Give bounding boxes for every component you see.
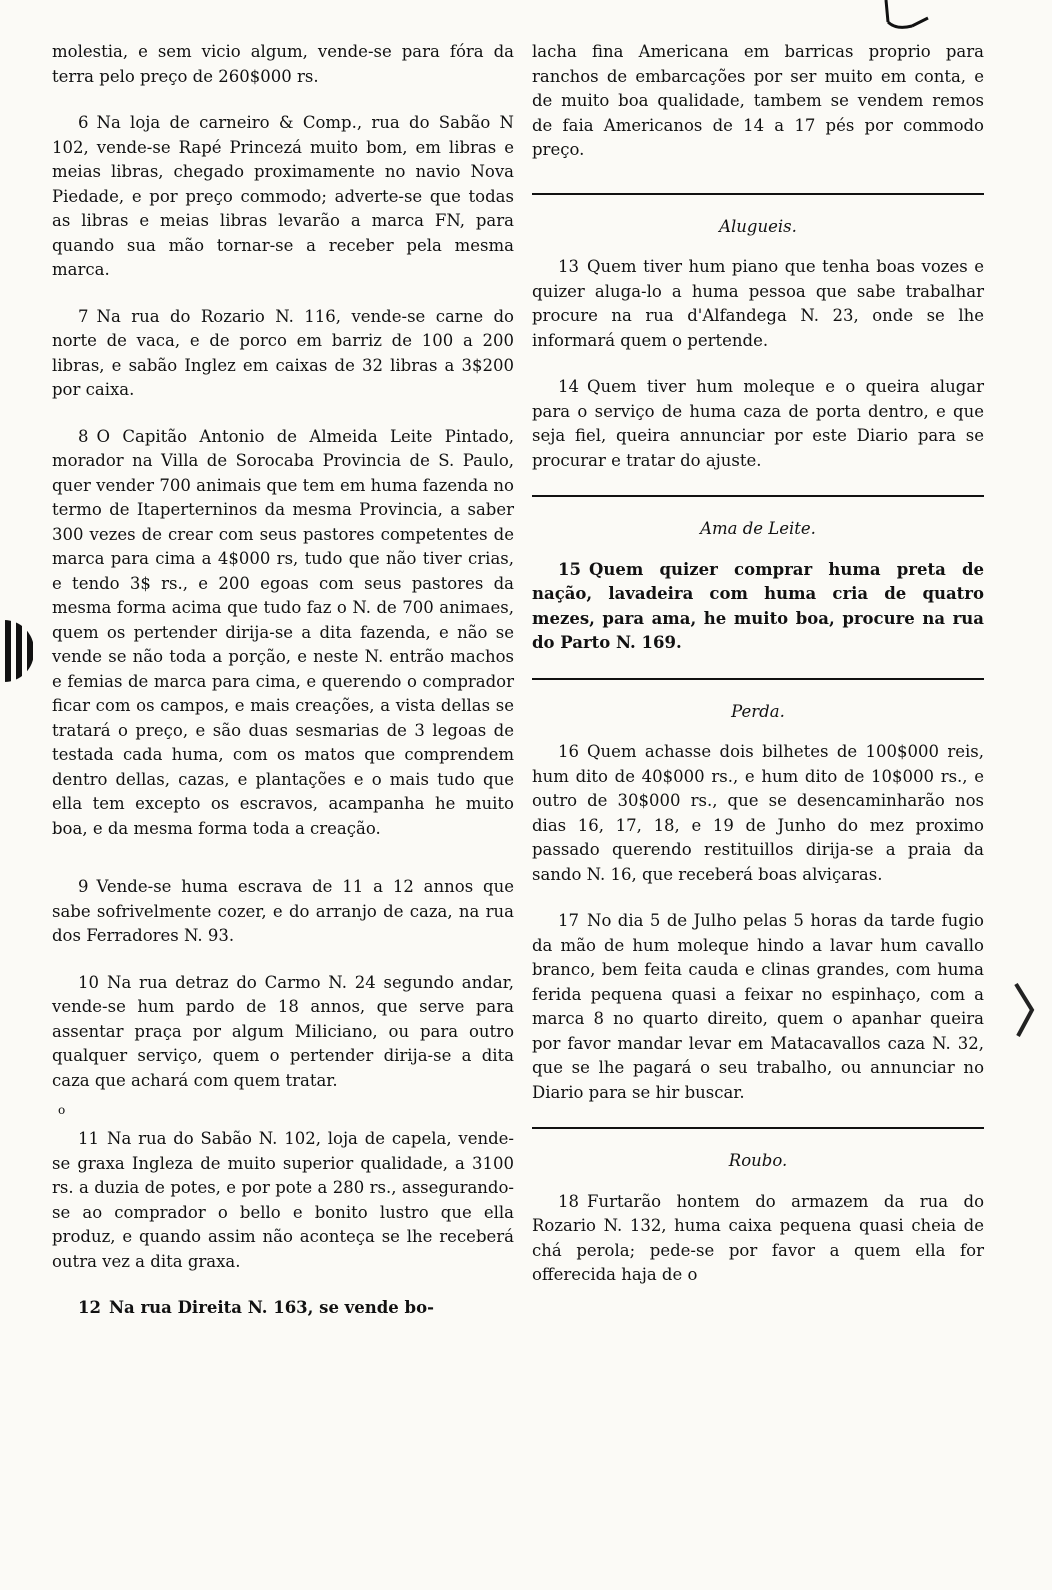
ad-text: Quem achasse dois bilhetes de 100$000 reis, hum dito de 40$000 rs., e hum dito de 10$000 rs., e outro de 30$000 rs., que se desencaminharão nos dias 16, 17, 18, e 19 de Junho do mez proximo passado querendo restituillos dirija-se a praia da sando N. 16, que receberá boas alviçaras. <box>532 742 984 884</box>
ad-number: 16 <box>558 742 579 761</box>
ad-8 <box>52 425 514 842</box>
ad-number: 11 <box>78 1129 99 1148</box>
binding-blot <box>0 620 34 682</box>
ad-number: 8 <box>78 426 89 446</box>
ad-number: 15 <box>558 559 581 579</box>
left-column <box>52 40 514 1335</box>
ad-number: 17 <box>558 911 579 930</box>
ad-text: Na rua detraz do Carmo N. 24 segundo andar, vende-se hum pardo de 18 annos, que serve para assentar praça por algum Miliciano, ou para outro qualquer serviço, quem o pertender dirija-se a dita caza que achará com quem tratar. <box>52 972 514 1090</box>
ad-number: 7 <box>78 306 89 326</box>
ad-number: 6 <box>78 113 89 132</box>
section-divider <box>532 495 984 497</box>
ad-14 <box>532 375 984 473</box>
ad-text: Na rua do Sabão N. 102, loja de capela, vende-se graxa Ingleza de muito superior qualidade, a 3100 rs. a duzia de potes, e por pote a 280 rs., assegurando-se ao comprador o bello e bonito lustro que ella produz, e quando assim não aconteça se lhe receberá outra vez a dita graxa. <box>52 1129 514 1271</box>
ad-12-continuation: lacha fina Americana em barricas proprio para ranchos de embarcações por ser muito em conta, e de muito boa qualidade, tambem se vendem remos de faia Americanos de 14 a 17 pés por commodo preço. <box>532 42 984 159</box>
stray-mark: o <box>58 1103 66 1117</box>
section-heading-roubo: Roubo. <box>728 1151 788 1170</box>
ad-15 <box>532 558 984 656</box>
ad-number: 12 <box>78 1298 101 1317</box>
ad-17 <box>532 909 984 1105</box>
section-divider <box>532 193 984 195</box>
ad-13 <box>532 255 984 353</box>
ad-text: Na loja de carneiro & Comp., rua do Sabão N 102, vende-se Rapé Princezá muito bom, em libras e meias libras, chegado proximamente no navio Nova Piedade, e por preço commodo; adverte-se que todas as libras e meias libras levarão a marca FN, para quando sua mão tornar-se a receber pela mesma marca. <box>52 113 514 279</box>
ad-11 <box>52 1127 514 1274</box>
ad-text: Na rua Direita N. 163, se vende bo- <box>108 1298 434 1317</box>
ad-number: 13 <box>558 257 579 276</box>
ad-number: 18 <box>558 1191 579 1211</box>
ad-18 <box>532 1190 984 1288</box>
ad-text: Na rua do Rozario N. 116, vende-se carne do norte de vaca, e de porco em barriz de 100 a 200 libras, e sabão Inglez em caixas de 32 libras a 3$200 por caixa. <box>52 306 514 399</box>
ad-text: Quem tiver hum moleque e o queira alugar para o serviço de huma caza de porta dentro, e que seja fiel, queira annunciar por este Diario para se procurar e tratar do ajuste. <box>532 377 984 470</box>
ad-text: No dia 5 de Julho pelas 5 horas da tarde fugio da mão de hum moleque hindo a lavar hum cavallo branco, bem feita cauda e clinas grandes, com huma ferida pequena quasi a feixar no espinhaço, com a marca 8 no quarto direito, quem o apanhar queira por favor mandar levar em Matacavallos caza N. 32, que se lhe pagará o seu trabalho, ou annunciar no Diario para se hir buscar. <box>532 911 984 1102</box>
ad-text: O Capitão Antonio de Almeida Leite Pintado, morador na Villa de Sorocaba Provincia de S. Paulo, quer vender 700 animais que tem em huma fazenda no termo de Itaperterninos da mesma Provincia, a saber 300 vezes de crear com seus pastores competentes de marca para cima a 4$000 rs, tudo que não tiver crias, e tendo 3$ rs., e 200 egoas com seus pastores da mesma forma acima que tudo faz o N. de 700 animaes, quem os pertender dirija-se a dita fazenda, e não se vende se não toda a porção, e neste N. entrão machos e femias de marca para cima, e querendo o comprador ficar com os campos, e mais creações, a vista dellas se tratará o preço, e são duas sesmarias de 3 legoas de testada cada huma, com os matos que comprendem dentro dellas, cazas, e plantações e o mais tudo que ella tem excepto os escravos, acampanha he muito boa, e da mesma forma toda a creação. <box>52 426 514 838</box>
section-heading-perda: Perda. <box>731 701 785 721</box>
ad-text: Vende-se huma escrava de 11 a 12 annos que sabe sofrivelmente cozer, e do arranjo de caza, na rua dos Ferradores N. 93. <box>52 877 514 945</box>
ink-mark <box>1012 980 1038 1040</box>
section-heading-ama-de-leite: Ama de Leite. <box>700 519 816 538</box>
ink-mark <box>878 0 938 40</box>
ad-continuation: molestia, e sem vicio algum, vende-se para fóra da terra pelo preço de 260$000 rs. <box>52 42 514 86</box>
ad-16 <box>532 740 984 887</box>
ad-text: Quem tiver hum piano que tenha boas vozes e quizer aluga-lo a huma pessoa que sabe trabalhar procure na rua d'Alfandega N. 23, onde se lhe informará quem o pertende. <box>532 257 984 350</box>
section-heading-alugueis: Alugueis. <box>719 216 797 236</box>
ad-7 <box>52 305 514 403</box>
ad-text: Quem quizer comprar huma preta de nação, lavadeira com huma cria de quatro mezes, para ama, he muito boa, procure na rua do Parto N. 169. <box>532 559 984 652</box>
section-divider <box>532 678 984 680</box>
ad-10 <box>52 971 514 1094</box>
ad-number: 9 <box>78 877 89 896</box>
ad-9 <box>52 875 514 949</box>
ad-12 <box>52 1296 514 1321</box>
section-divider <box>532 1127 984 1129</box>
right-column <box>532 40 984 1302</box>
ad-6 <box>52 111 514 283</box>
ad-number: 14 <box>558 377 579 396</box>
ad-text: Furtarão hontem do armazem da rua do Rozario N. 132, huma caixa pequena quasi cheia de chá perola; pede-se por favor a quem ella for offerecida haja de o <box>532 1191 984 1284</box>
ad-number: 10 <box>78 972 99 992</box>
